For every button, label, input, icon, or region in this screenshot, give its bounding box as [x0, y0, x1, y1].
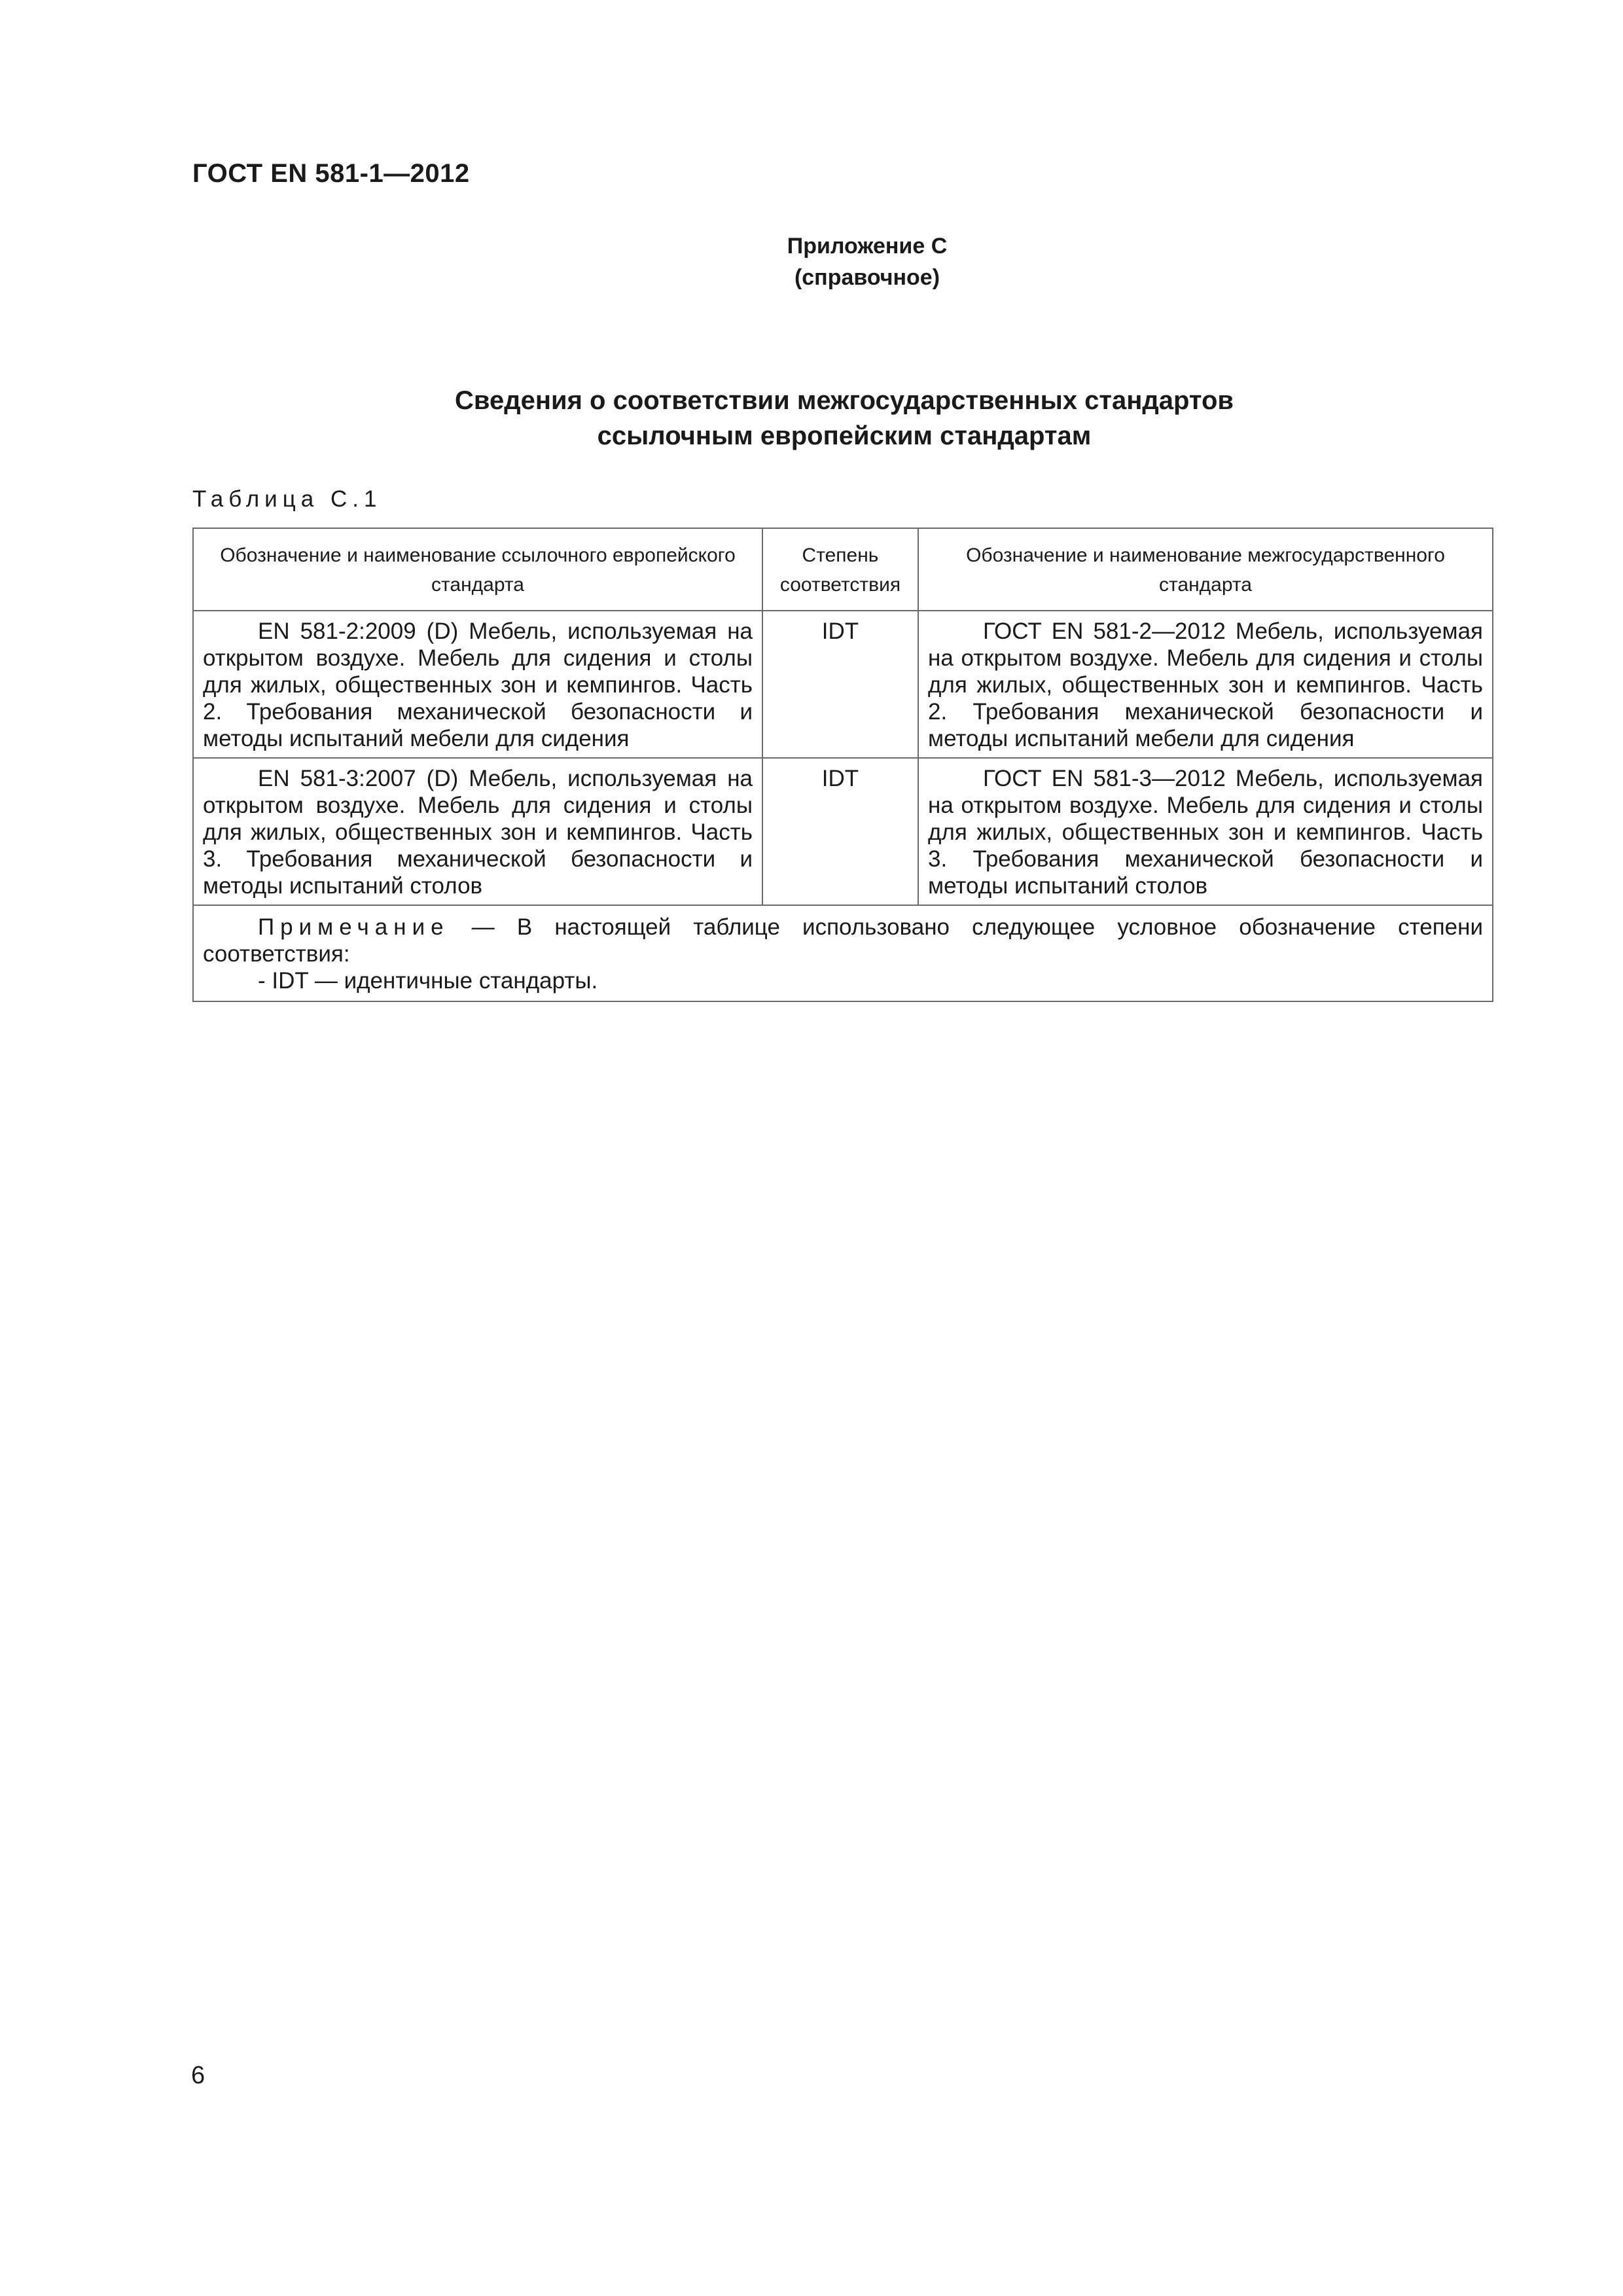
header-interstate-standard: Обозначение и наименование межгосударственного стандарта — [918, 528, 1493, 611]
table-row — [193, 758, 1493, 905]
table-note — [193, 905, 1493, 1001]
table-label: Таблица С.1 — [192, 486, 382, 512]
correspondence-table — [192, 528, 1493, 1002]
section-title — [308, 383, 1381, 454]
reference-standard-cell: EN 581-3:2007 (D) Мебель, используемая на открытом воздухе. Мебель для сидения и столы для жилых, общественных зон и кемпингов. Часть 3. Требования механической безопасности и методы испытаний столов — [193, 758, 762, 905]
table-header-row — [193, 528, 1493, 611]
note-item: - IDT — идентичные стандарты. — [258, 968, 598, 994]
section-title-line-2: ссылочным европейским стандартам — [597, 422, 1092, 450]
table-note-row — [193, 905, 1493, 1001]
document-code: ГОСТ EN 581-1—2012 — [192, 159, 470, 188]
note-label: Примечание — [258, 914, 450, 940]
table-row — [193, 611, 1493, 758]
header-degree: Степень соответствия — [762, 528, 918, 611]
note-text: — В настоящей таблице использовано следующее условное обозначение степени соответствия: — [203, 914, 1483, 967]
annex-title: Приложение С — [787, 234, 948, 259]
degree-cell: IDT — [762, 611, 918, 758]
header-reference-standard: Обозначение и наименование ссылочного европейского стандарта — [193, 528, 762, 611]
interstate-standard-cell: ГОСТ EN 581-3—2012 Мебель, используемая на открытом воздухе. Мебель для сидения и столы для жилых, общественных зон и кемпингов. Часть 3. Требования механической безопасности и методы испытаний столов — [918, 758, 1493, 905]
page-number: 6 — [191, 2062, 205, 2089]
reference-standard-cell: EN 581-2:2009 (D) Мебель, используемая на открытом воздухе. Мебель для сидения и столы для жилых, общественных зон и кемпингов. Часть 2. Требования механической безопасности и методы испытаний мебели для сидения — [193, 611, 762, 758]
annex-heading — [668, 230, 1067, 293]
annex-type: (справочное) — [794, 265, 940, 290]
section-title-line-1: Сведения о соответствии межгосударственных стандартов — [455, 386, 1234, 415]
interstate-standard-cell: ГОСТ EN 581-2—2012 Мебель, используемая на открытом воздухе. Мебель для сидения и столы для жилых, общественных зон и кемпингов. Часть 2. Требования механической безопасности и методы испытаний мебели для сидения — [918, 611, 1493, 758]
degree-cell: IDT — [762, 758, 918, 905]
